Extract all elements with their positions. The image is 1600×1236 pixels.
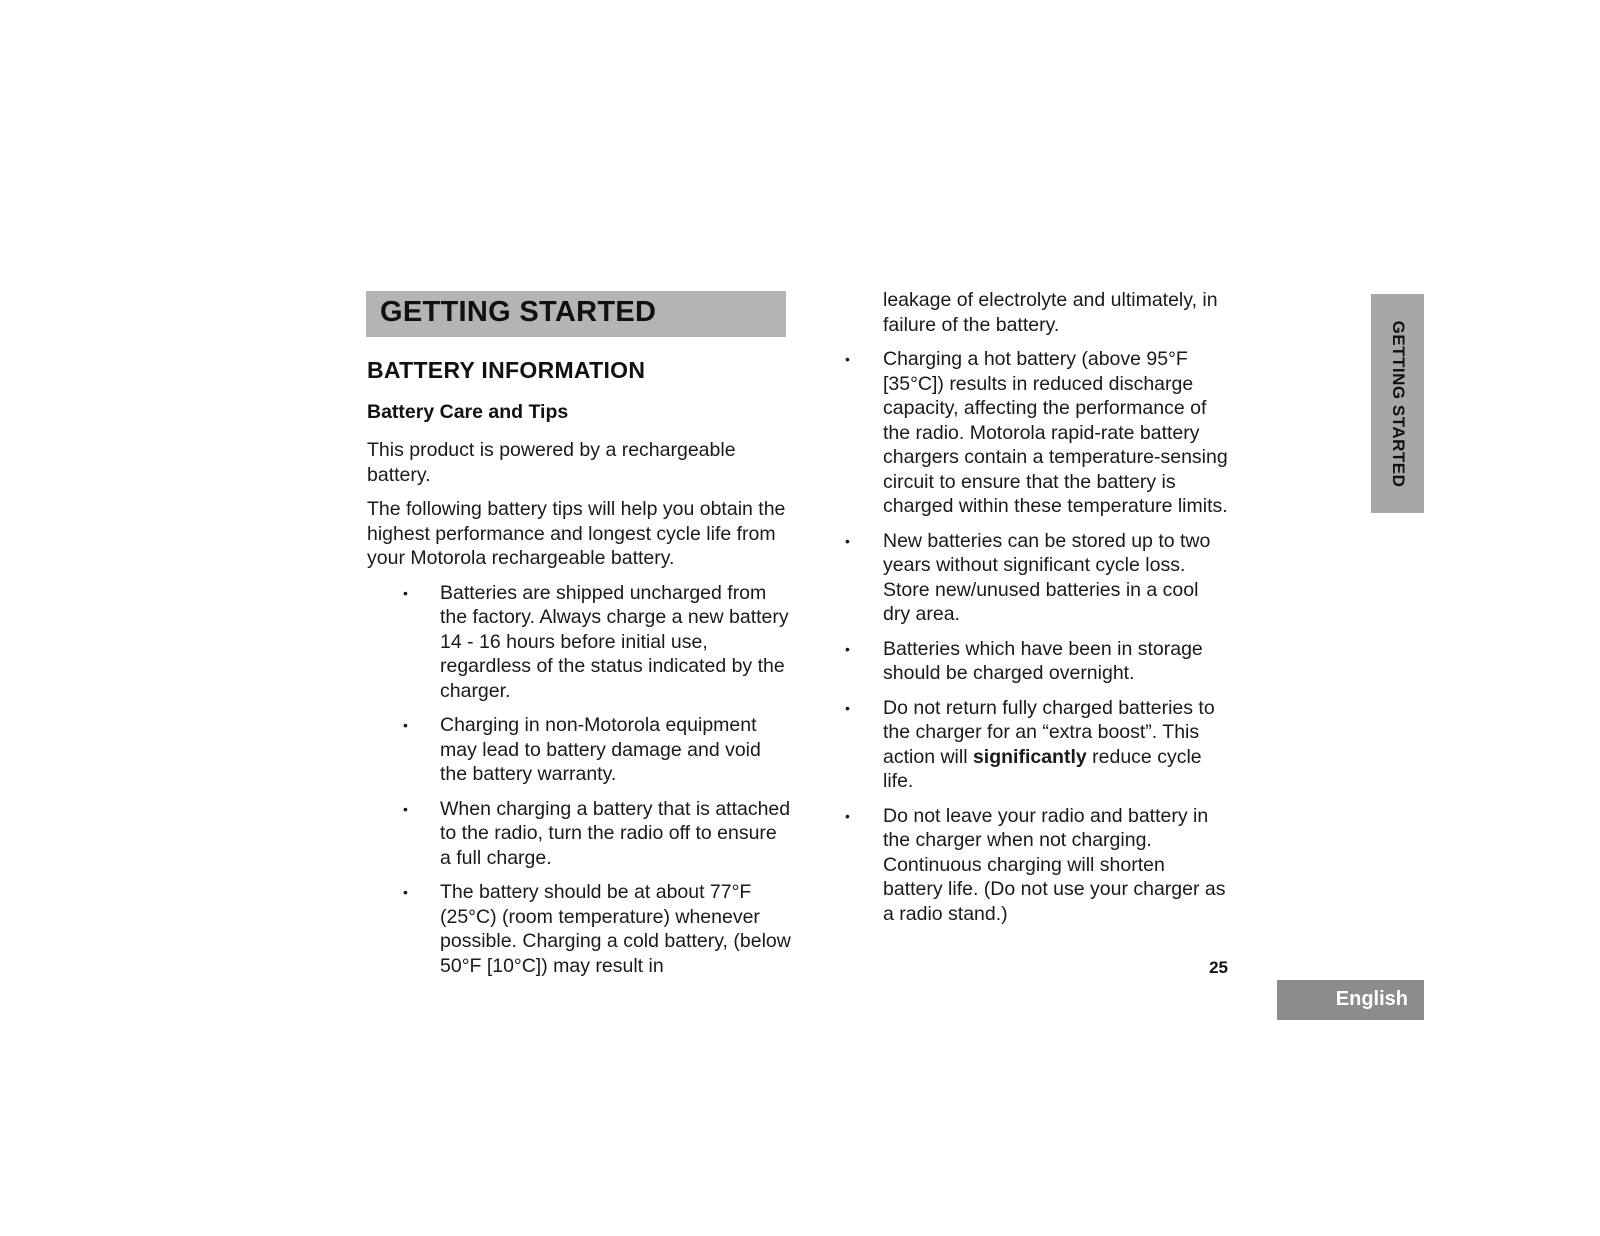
list-item	[843, 804, 1228, 927]
list-item-text: When charging a battery that is attached to the radio, turn the radio off to ensure a full charge.	[440, 797, 791, 869]
page-number: 25	[1209, 958, 1228, 977]
list-item	[367, 713, 792, 787]
list-item	[367, 797, 792, 871]
list-item-text: Do not leave your radio and battery in the charger when not charging. Continuous charging will shorten battery life. (Do not use your charger as a radio stand.)	[883, 804, 1226, 925]
right-column	[843, 288, 1228, 936]
text-run: reduce cycle life.	[883, 745, 1202, 792]
bullet-icon: •	[403, 800, 408, 817]
left-column	[367, 354, 792, 988]
tips-list-right	[843, 347, 1228, 926]
chapter-side-tab	[1371, 294, 1424, 513]
intro-paragraph: This product is powered by a rechargeable battery.	[367, 439, 736, 486]
bullet-icon: •	[403, 584, 408, 601]
list-item-text: Charging a hot battery (above 95°F [35°C]) results in reduced discharge capacity, affecting the performance of the radio. Motorola rapid-rate battery chargers contain a temperature-sensing circuit to ensure that the battery is charged within these temperature limits.	[883, 348, 1228, 517]
bullet-icon: •	[403, 884, 408, 900]
text-run: Do not return fully charged batteries to the charger for an “extra boost”. This action will	[883, 696, 1215, 768]
list-item	[843, 637, 1228, 686]
list-item-text	[883, 697, 1215, 793]
list-item	[843, 696, 1228, 794]
list-item-text: Batteries which have been in storage should be charged overnight.	[883, 637, 1203, 684]
list-item	[843, 347, 1228, 519]
list-item-text: The battery should be at about 77°F (25°C) (room temperature) whenever possible. Charging a cold battery, (below 50°F [10°C]) may result in	[440, 881, 791, 977]
bullet-icon: •	[845, 532, 850, 549]
list-item	[367, 581, 792, 704]
intro-paragraph: The following battery tips will help you obtain the highest performance and longest cycle life from your Motorola rechargeable battery.	[367, 498, 786, 569]
chapter-title: GETTING STARTED	[380, 296, 657, 328]
language-tab	[1277, 980, 1424, 1020]
chapter-banner	[366, 291, 786, 337]
list-item	[843, 529, 1228, 627]
bullet-icon: •	[403, 717, 408, 733]
bullet-icon: •	[845, 807, 850, 824]
bullet-icon: •	[845, 699, 850, 716]
section-heading: BATTERY INFORMATION	[367, 357, 646, 383]
continued-text: leakage of electrolyte and ultimately, in failure of the battery.	[883, 289, 1218, 336]
bullet-icon: •	[845, 351, 850, 367]
emphasis-text: significantly	[972, 745, 1087, 768]
list-item-text: New batteries can be stored up to two years without significant cycle loss. Store new/unused batteries in a cool dry area.	[883, 529, 1211, 625]
language-tab-label: English	[1335, 988, 1408, 1010]
bullet-icon: •	[845, 640, 850, 657]
list-item-text: Charging in non-Motorola equipment may lead to battery damage and void the battery warranty.	[440, 714, 761, 785]
chapter-side-tab-label: GETTING STARTED	[1388, 320, 1408, 487]
subsection-heading: Battery Care and Tips	[367, 401, 569, 423]
list-item	[367, 880, 792, 978]
list-item-text: Batteries are shipped uncharged from the factory. Always charge a new battery 14 - 16 hours before initial use, regardless of the status indicated by the charger.	[440, 581, 789, 702]
tips-list-left	[367, 581, 792, 979]
